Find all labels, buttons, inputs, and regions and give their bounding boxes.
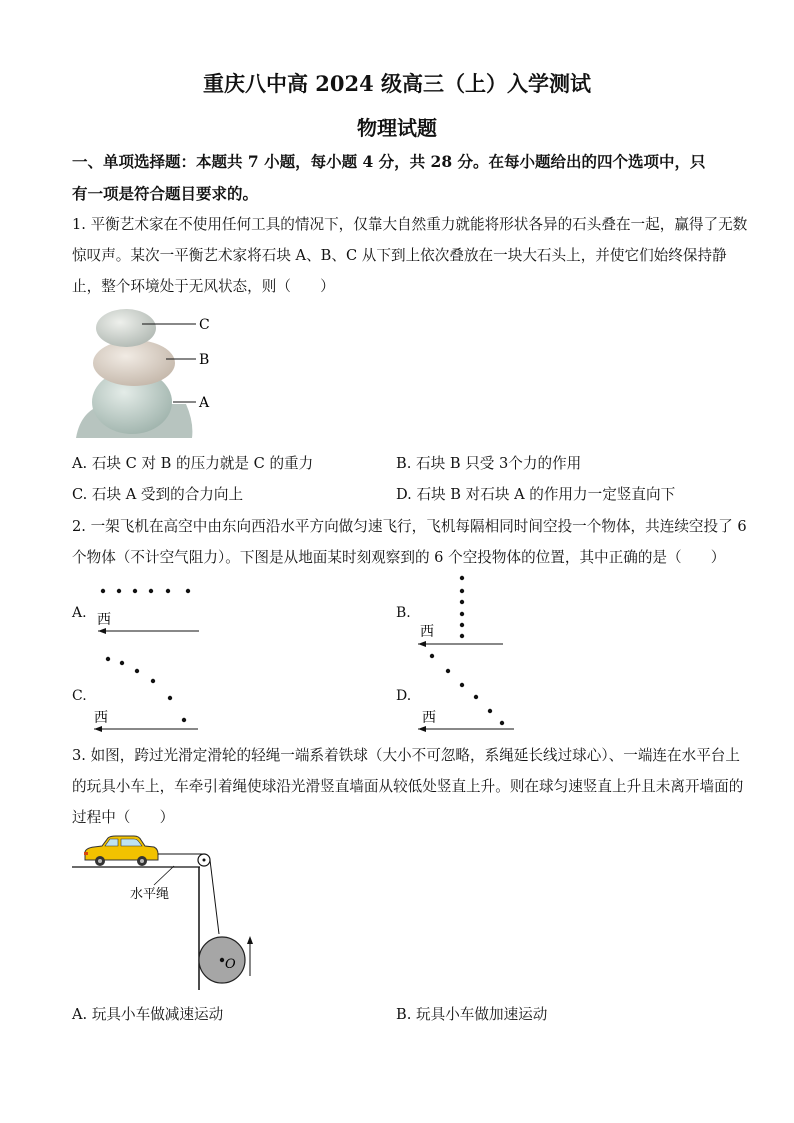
q2-diagram-d — [412, 640, 522, 735]
q1-line2: 惊叹声。某次一平衡艺术家将石块 A、B、C 从下到上依次叠放在一块大石头上，并使它们始终保持静 — [72, 247, 727, 264]
q1-option-d[interactable]: D. 石块 B 对石块 A 的作用力一定竖直向下 — [396, 486, 676, 503]
west-label-a: 西 — [97, 612, 111, 628]
exam-subject: 物理试题 — [357, 116, 437, 140]
label-b: B — [199, 352, 210, 368]
q2-option-d[interactable]: D. — [396, 688, 412, 704]
q2-option-b[interactable]: B. — [396, 605, 411, 621]
q3-option-a[interactable]: A. 玩具小车做减速运动 — [72, 1006, 224, 1023]
q3-line3: 过程中（ ） — [72, 809, 175, 826]
stone-b — [93, 340, 175, 386]
q3-line1: 3. 如图，跨过光滑定滑轮的轻绳一端系着铁球（大小不可忽略，系绳延长线过球心）、一端连在水平台上 — [72, 747, 740, 764]
q2-line1: 2. 一架飞机在高空中由东向西沿水平方向做匀速飞行，飞机每隔相同时间空投一个物体，共连续空投了 6 — [72, 518, 747, 535]
q2-option-a[interactable]: A. — [72, 605, 87, 621]
label-a: A — [199, 395, 210, 411]
west-label-b: 西 — [420, 624, 434, 640]
q1-option-b[interactable]: B. 石块 B 只受 3个力的作用 — [396, 455, 582, 472]
q1-line1: 1. 平衡艺术家在不使用任何工具的情况下，仅靠大自然重力就能将形状各异的石头叠在一起，赢得了无数 — [72, 216, 748, 233]
q1-line3: 止，整个环境处于无风状态，则（ ） — [72, 278, 335, 295]
stacked-stones-figure — [76, 304, 226, 440]
q2-diagram-b — [412, 572, 512, 650]
center-label: O — [225, 957, 236, 972]
q2-diagram-c — [88, 650, 208, 735]
rope-label: 水平绳 — [130, 887, 170, 902]
section-heading-line2: 有一项是符合题目要求的。 — [72, 184, 259, 203]
pulley-car-figure — [72, 830, 272, 992]
q2-line2: 个物体（不计空气阻力）。下图是从地面某时刻观察到的 6 个空投物体的位置，其中正确的是（ ） — [72, 549, 726, 566]
label-c: C — [199, 317, 210, 333]
stone-c — [96, 309, 156, 347]
west-label-c: 西 — [94, 710, 108, 726]
toy-car-icon — [84, 836, 158, 866]
q2-option-c[interactable]: C. — [72, 688, 87, 704]
q3-line2: 的玩具小车上，车牵引着绳使球沿光滑竖直墙面从较低处竖直上升。则在球匀速竖直上升且未离开墙面的 — [72, 778, 744, 795]
exam-title: 重庆八中高 2024 级高三（上）入学测试 — [202, 71, 592, 96]
q3-option-b[interactable]: B. 玩具小车做加速运动 — [396, 1006, 548, 1023]
section-heading-line1: 一、单项选择题：本题共 7 小题，每小题 4 分，共 28 分。在每小题给出的四个选项中，只 — [72, 152, 706, 171]
west-label-d: 西 — [422, 710, 436, 726]
q2-diagram-a — [88, 582, 208, 642]
q1-option-c[interactable]: C. 石块 A 受到的合力向上 — [72, 486, 244, 503]
q1-option-a[interactable]: A. 石块 C 对 B 的压力就是 C 的重力 — [72, 455, 314, 472]
